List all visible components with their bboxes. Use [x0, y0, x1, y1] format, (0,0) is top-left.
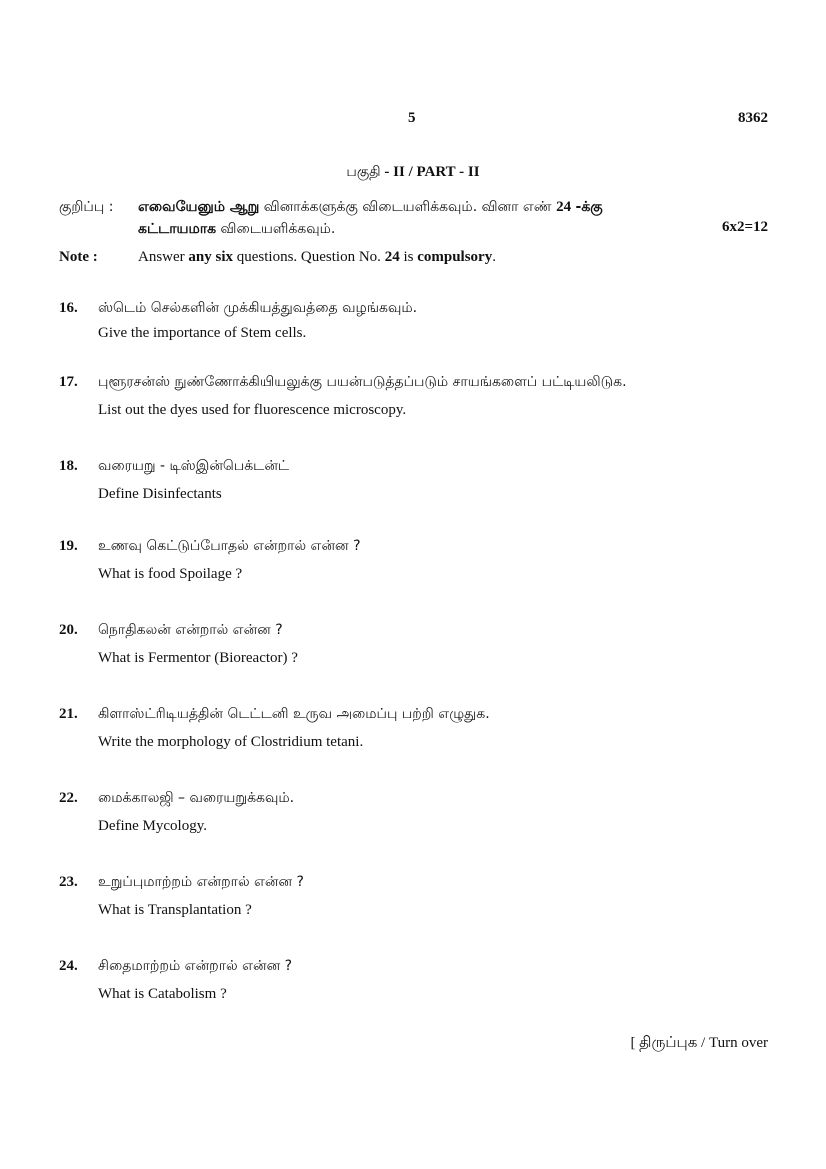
paper-code: 8362: [738, 110, 768, 126]
question-english: Write the morphology of Clostridium tetani.: [98, 734, 364, 750]
question-number: 24.: [59, 958, 78, 974]
question-tamil: புளூரசன்ஸ் நுண்ணோக்கியியலுக்கு பயன்படுத்தப்படும் சாயங்களைப் பட்டியலிடுக.: [98, 374, 627, 390]
marks: 6x2=12: [721, 219, 768, 235]
note-text: .: [492, 249, 496, 265]
note-english-label: Note :: [59, 249, 98, 265]
question-number: 16.: [59, 300, 78, 316]
note-tamil-text2: விடையளிக்கவும்.: [220, 221, 336, 237]
question-number: 23.: [59, 874, 78, 890]
question-number: 19.: [59, 538, 78, 554]
question-number: 21.: [59, 706, 78, 722]
note-tamil-label: குறிப்பு :: [59, 199, 114, 215]
question-english: What is Transplantation ?: [98, 902, 252, 918]
part-title: [0, 164, 826, 182]
note-text: questions. Question No.: [236, 249, 381, 265]
question-english: What is food Spoilage ?: [98, 566, 243, 582]
note-tamil-line1: [138, 199, 603, 217]
note-tamil-suffix: -க்கு: [575, 199, 603, 215]
note-bold: any six: [188, 249, 234, 265]
question-tamil: வரையறு - டிஸ்இன்பெக்டன்ட்: [98, 458, 290, 474]
page-number: 5: [408, 110, 416, 126]
question-tamil: நொதிகலன் என்றால் என்ன ?: [98, 622, 283, 638]
note-tamil-bold2: கட்டாயமாக: [138, 221, 217, 237]
part-title-tamil: பகுதி: [346, 164, 381, 180]
question-tamil: கிளாஸ்ட்ரிடியத்தின் டெட்டனி உருவ அமைப்பு பற்றி எழுதுக.: [98, 706, 490, 722]
note-tamil-line2: [138, 221, 335, 239]
question-english: What is Fermentor (Bioreactor) ?: [98, 650, 298, 666]
question-english: List out the dyes used for fluorescence microscopy.: [98, 402, 407, 418]
question-english: Define Disinfectants: [98, 486, 222, 502]
question-english: Give the importance of Stem cells.: [98, 325, 307, 341]
question-english: What is Catabolism ?: [98, 986, 227, 1002]
note-english-text: [138, 249, 496, 266]
question-tamil: உறுப்புமாற்றம் என்றால் என்ன ?: [98, 874, 304, 890]
note-text: is: [403, 249, 414, 265]
question-tamil: மைக்காலஜி – வரையறுக்கவும்.: [98, 790, 295, 806]
question-tamil: உணவு கெட்டுப்போதல் என்றால் என்ன ?: [98, 538, 361, 554]
note-tamil-text1: வினாக்களுக்கு விடையளிக்கவும். வினா எண்: [263, 199, 552, 215]
note-tamil-num: 24: [556, 199, 572, 215]
question-number: 18.: [59, 458, 78, 474]
question-english: Define Mycology.: [98, 818, 207, 834]
note-bold: 24: [384, 249, 400, 265]
question-tamil: ஸ்டெம் செல்களின் முக்கியத்துவத்தை வழங்கவும்.: [98, 300, 418, 316]
part-title-english: - II / PART - II: [384, 164, 480, 180]
question-number: 20.: [59, 622, 78, 638]
question-tamil: சிதைமாற்றம் என்றால் என்ன ?: [98, 958, 293, 974]
note-bold: compulsory: [417, 249, 493, 265]
turn-over: [ திருப்புக / Turn over: [630, 1035, 768, 1051]
question-number: 22.: [59, 790, 78, 806]
note-text: Answer: [138, 249, 185, 265]
question-number: 17.: [59, 374, 78, 390]
note-tamil-bold1: எவையேனும் ஆறு: [138, 199, 260, 215]
